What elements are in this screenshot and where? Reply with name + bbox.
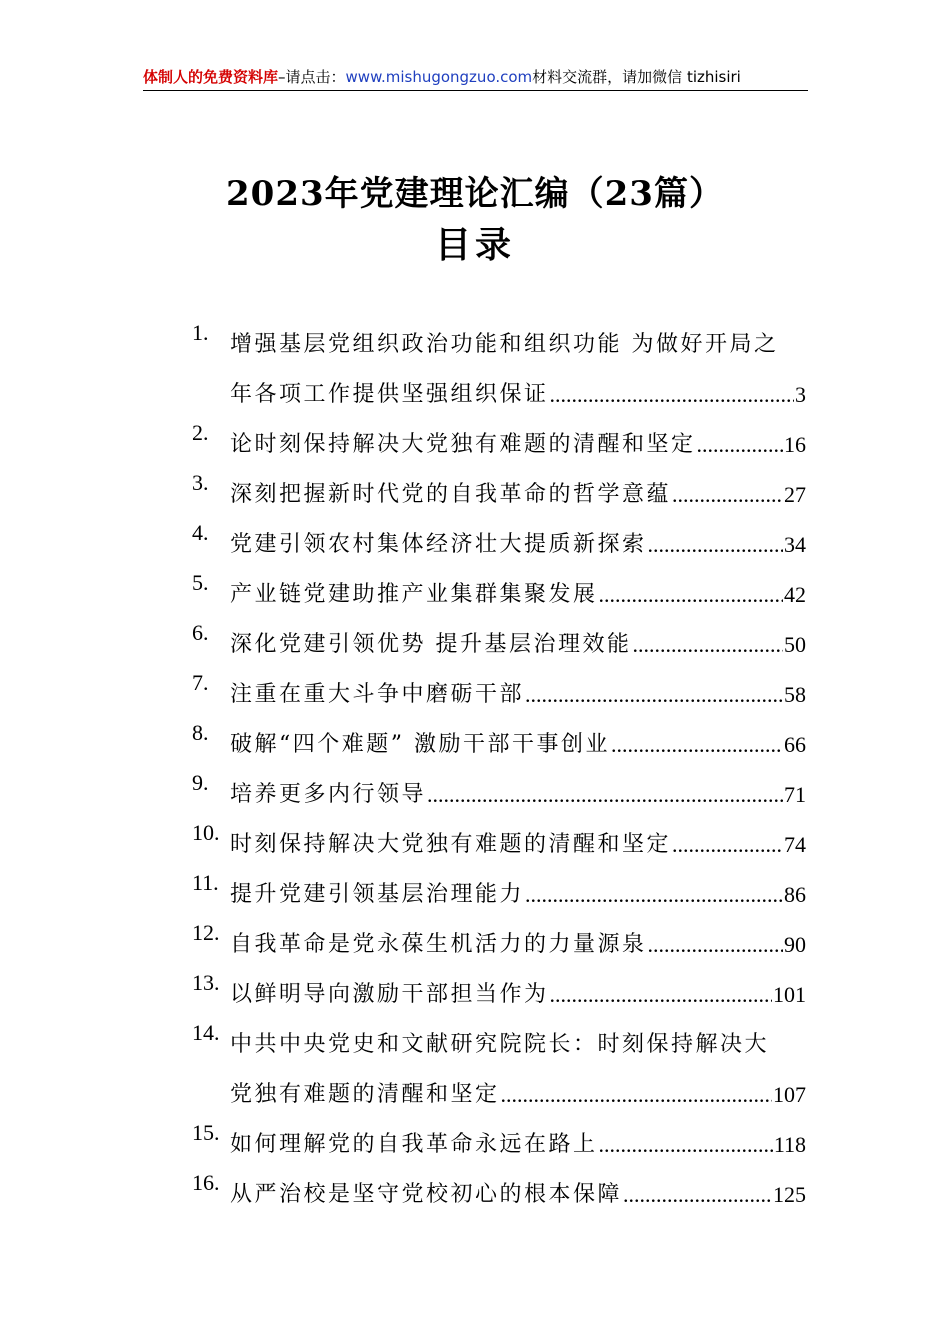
toc-leader-dots <box>648 920 783 970</box>
toc-entry-line <box>192 320 806 370</box>
toc-entry-page: 90 <box>784 932 806 957</box>
toc-entry-page: 74 <box>784 832 806 857</box>
toc-leader-dots <box>623 1170 772 1220</box>
toc-entry-title: 中共中央党史和文献研究院院长：时刻保持解决大 <box>230 1032 770 1057</box>
toc-entry-page: 16 <box>784 432 806 457</box>
toc-entry-title: 以鲜明导向激励干部担当作为 <box>230 982 549 1007</box>
toc-entry-line <box>192 420 806 470</box>
toc-leader-dots <box>525 870 783 920</box>
toc-entry-3[interactable] <box>192 470 806 520</box>
toc-leader-dots <box>633 620 784 670</box>
toc-entry-line <box>192 1020 806 1070</box>
toc-entry-title: 自我革命是党永葆生机活力的力量源泉 <box>230 932 647 957</box>
toc-entry-page: 107 <box>773 1082 806 1107</box>
toc-entry-6[interactable] <box>192 620 806 670</box>
header-prompt: –请点击： <box>278 68 346 86</box>
toc-entry-title: 从严治校是坚守党校初心的根本保障 <box>230 1182 623 1207</box>
toc-entry-number: 9. <box>192 770 209 795</box>
toc-entry-9[interactable] <box>192 770 806 820</box>
toc-entry-line <box>192 370 806 420</box>
toc-entry-7[interactable] <box>192 670 806 720</box>
toc-entry-page: 66 <box>784 732 806 757</box>
toc-entry-number: 4. <box>192 520 209 545</box>
toc-entry-5[interactable] <box>192 570 806 620</box>
toc-entry-number: 1. <box>192 320 209 345</box>
toc-entry-line <box>192 1070 806 1120</box>
toc-entry-number: 12. <box>192 920 220 945</box>
toc-entry-page: 118 <box>773 1132 806 1157</box>
toc-entry-11[interactable] <box>192 870 806 920</box>
toc-entry-title: 破解“四个难题” 激励干部干事创业 <box>230 732 610 757</box>
toc-entry-number: 5. <box>192 570 209 595</box>
toc-entry-page: 34 <box>784 532 806 557</box>
toc-entry-page: 50 <box>784 632 806 657</box>
toc-entry-title: 论时刻保持解决大党独有难题的清醒和坚定 <box>230 432 696 457</box>
table-of-contents <box>192 320 806 1220</box>
toc-entry-page: 125 <box>773 1182 806 1207</box>
toc-entry-number: 3. <box>192 470 209 495</box>
toc-entry-number: 13. <box>192 970 220 995</box>
toc-entry-page: 86 <box>784 882 806 907</box>
toc-heading: 目录 <box>434 224 515 266</box>
toc-entry-14[interactable] <box>192 1020 806 1120</box>
toc-entry-title: 如何理解党的自我革命永远在路上 <box>230 1132 598 1157</box>
toc-entry-10[interactable] <box>192 820 806 870</box>
toc-entry-line <box>192 870 806 920</box>
toc-leader-dots <box>599 1120 773 1170</box>
toc-entry-line <box>192 970 806 1020</box>
toc-entry-line <box>192 520 806 570</box>
toc-entry-title: 增强基层党组织政治功能和组织功能 为做好开局之 <box>230 332 779 357</box>
toc-entry-line <box>192 920 806 970</box>
toc-entry-title: 培养更多内行领导 <box>230 782 427 807</box>
toc-leader-dots <box>648 520 783 570</box>
toc-entry-number: 7. <box>192 670 209 695</box>
toc-entry-line <box>192 1170 806 1220</box>
toc-entry-title: 提升党建引领基层治理能力 <box>230 882 525 907</box>
toc-entry-title: 深化党建引领优势 提升基层治理效能 <box>230 632 632 657</box>
toc-entry-2[interactable] <box>192 420 806 470</box>
toc-entry-line <box>192 570 806 620</box>
document-title: 2023年党建理论汇编（23篇） <box>226 174 724 214</box>
toc-leader-dots <box>550 970 772 1020</box>
page-header <box>143 66 808 91</box>
toc-entry-page: 101 <box>773 982 806 1007</box>
toc-entry-13[interactable] <box>192 970 806 1020</box>
toc-entry-title: 产业链党建助推产业集群集聚发展 <box>230 582 598 607</box>
toc-entry-number: 15. <box>192 1120 220 1145</box>
toc-entry-number: 8. <box>192 720 209 745</box>
toc-leader-dots <box>525 670 783 720</box>
toc-entry-page: 27 <box>784 482 806 507</box>
toc-entry-1[interactable] <box>192 320 806 420</box>
toc-entry-title: 党独有难题的清醒和坚定 <box>230 1082 500 1107</box>
header-brand: 体制人的免费资料库 <box>143 68 279 86</box>
toc-entry-15[interactable] <box>192 1120 806 1170</box>
toc-leader-dots <box>697 420 783 470</box>
toc-entry-number: 11. <box>192 870 219 895</box>
toc-entry-number: 16. <box>192 1170 220 1195</box>
toc-entry-number: 10. <box>192 820 220 845</box>
toc-entry-12[interactable] <box>192 920 806 970</box>
toc-entry-title: 年各项工作提供坚强组织保证 <box>230 382 549 407</box>
toc-leader-dots <box>599 570 783 620</box>
toc-leader-dots <box>501 1070 772 1120</box>
toc-entry-4[interactable] <box>192 520 806 570</box>
toc-entry-number: 2. <box>192 420 209 445</box>
toc-entry-page: 42 <box>784 582 806 607</box>
toc-entry-line <box>192 770 806 820</box>
toc-entry-line <box>192 1120 806 1170</box>
toc-entry-number: 14. <box>192 1020 220 1045</box>
toc-entry-8[interactable] <box>192 720 806 770</box>
toc-entry-number: 6. <box>192 620 209 645</box>
toc-entry-line <box>192 470 806 520</box>
toc-entry-16[interactable] <box>192 1170 806 1220</box>
toc-leader-dots <box>427 770 783 820</box>
toc-entry-title: 时刻保持解决大党独有难题的清醒和坚定 <box>230 832 672 857</box>
toc-leader-dots <box>672 470 783 520</box>
toc-entry-title: 注重在重大斗争中磨砺干部 <box>230 682 525 707</box>
toc-entry-line <box>192 620 806 670</box>
toc-entry-line <box>192 820 806 870</box>
toc-leader-dots <box>672 820 783 870</box>
toc-leader-dots <box>550 370 794 420</box>
toc-entry-title: 党建引领农村集体经济壮大提质新探索 <box>230 532 647 557</box>
toc-entry-page: 3 <box>795 382 806 407</box>
toc-leader-dots <box>611 720 783 770</box>
toc-entry-line <box>192 720 806 770</box>
header-contact: 材料交流群，请加微信 tizhisiri <box>532 68 741 86</box>
toc-entry-page: 71 <box>784 782 806 807</box>
header-link[interactable]: www.mishugongzuo.com <box>345 68 533 86</box>
toc-entry-title: 深刻把握新时代党的自我革命的哲学意蕴 <box>230 482 672 507</box>
toc-entry-line <box>192 670 806 720</box>
toc-entry-page: 58 <box>784 682 806 707</box>
